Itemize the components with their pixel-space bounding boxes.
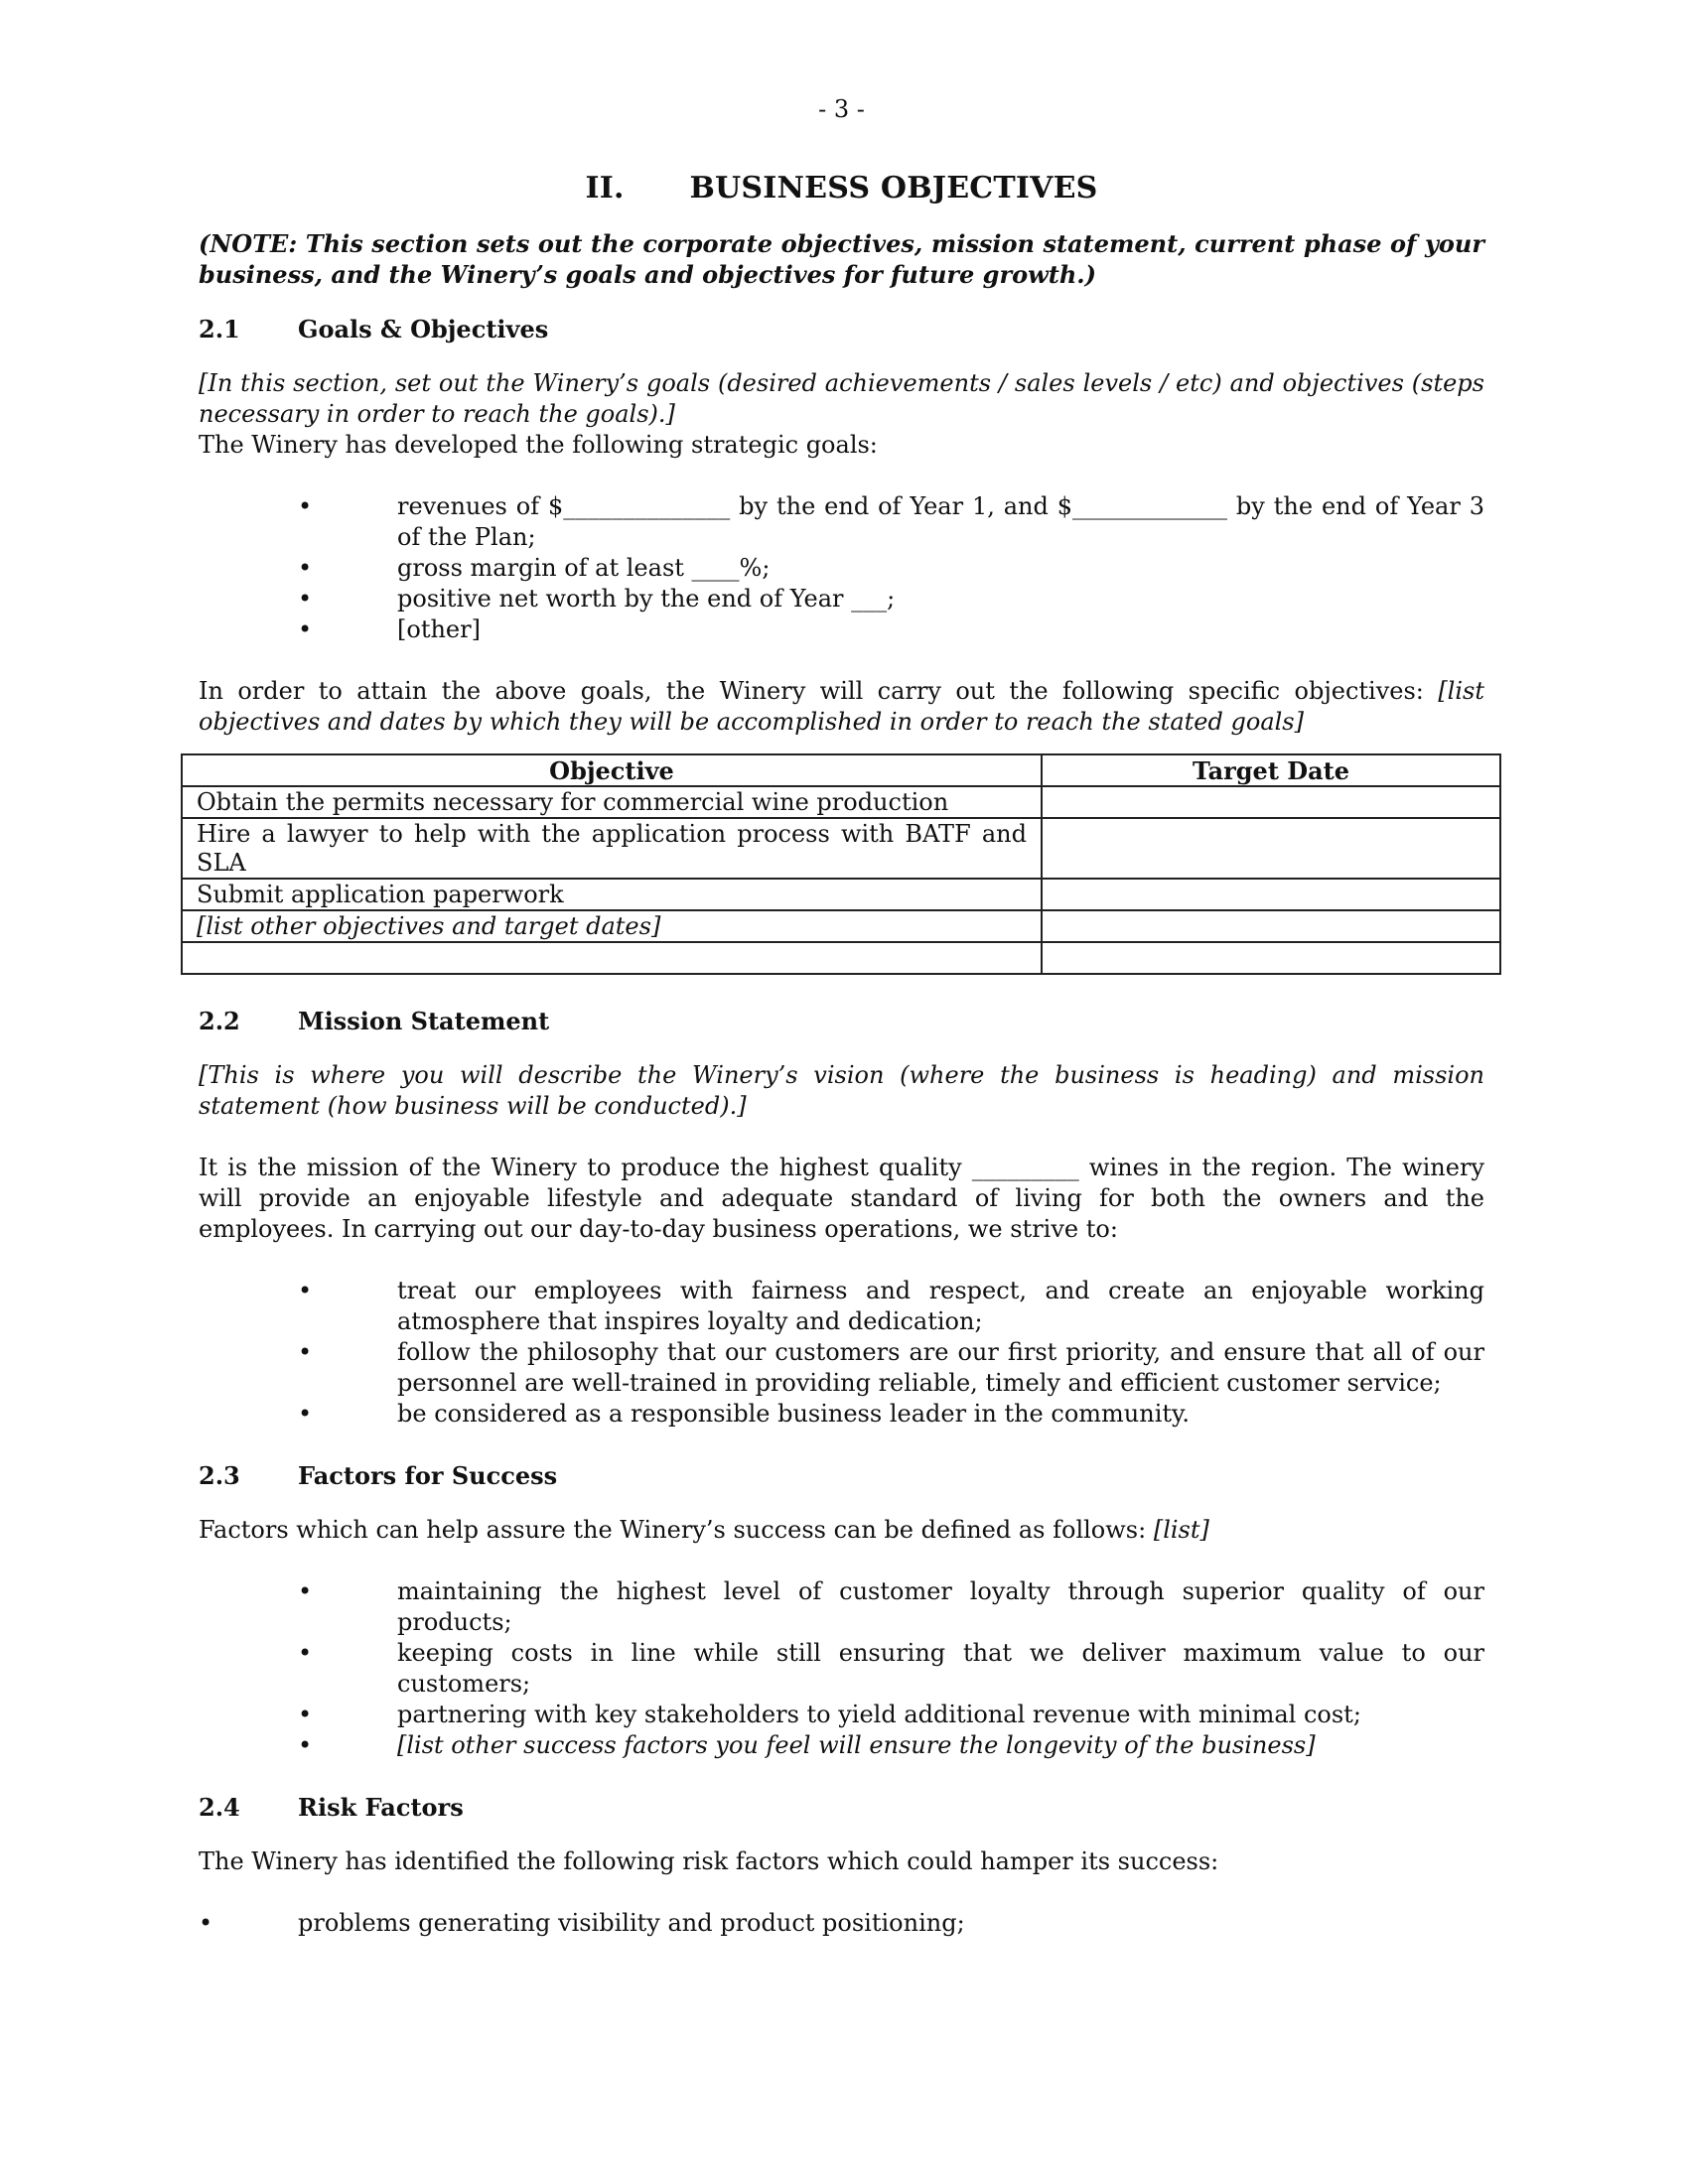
objective-cell: Hire a lawyer to help with the application process with BATF and SLA xyxy=(182,818,1042,879)
table-row xyxy=(182,942,1500,974)
list-item-text: treat our employees with fairness and respect, and create an enjoyable working atmosphere that inspires loyalty and dedication; xyxy=(397,1277,1484,1335)
objective-cell: [list other objectives and target dates] xyxy=(182,910,1042,942)
subsection-heading-success xyxy=(199,1460,1484,1491)
table-row xyxy=(182,910,1500,942)
bullet-icon: • xyxy=(298,1338,313,1366)
list-item-text: positive net worth by the end of Year ___; xyxy=(397,585,896,613)
list-item-text: partnering with key stakeholders to yield additional revenue with minimal cost; xyxy=(397,1701,1361,1728)
bullet-icon: • xyxy=(298,1400,313,1428)
list-item-text: [other] xyxy=(397,615,481,643)
document-page xyxy=(199,94,1484,1939)
success-bullet-list xyxy=(199,1576,1484,1761)
risk-bullet-list xyxy=(199,1908,1484,1939)
bullet-icon: • xyxy=(298,1577,313,1605)
target-date-cell xyxy=(1042,942,1500,974)
target-date-cell xyxy=(1042,818,1500,879)
subsection-number: 2.4 xyxy=(199,1793,240,1822)
list-item xyxy=(199,1399,1484,1430)
objective-cell: Submit application paperwork xyxy=(182,879,1042,910)
column-header-objective: Objective xyxy=(182,754,1042,786)
list-item-text: problems generating visibility and product positioning; xyxy=(298,1909,965,1937)
objectives-intro xyxy=(199,676,1484,738)
subsection-number: 2.3 xyxy=(199,1461,240,1490)
list-item-text: keeping costs in line while still ensuring that we deliver maximum value to our customers; xyxy=(397,1639,1484,1698)
goals-intro: The Winery has developed the following strategic goals: xyxy=(199,431,878,459)
goals-bullet-list xyxy=(199,491,1484,645)
list-item xyxy=(199,1576,1484,1638)
success-intro-instruction: [list] xyxy=(1153,1516,1209,1544)
list-item-text: be considered as a responsible business leader in the community. xyxy=(397,1400,1191,1428)
subsection-title: Factors for Success xyxy=(298,1461,558,1490)
table-header-row xyxy=(182,754,1500,786)
page-number: - 3 - xyxy=(818,95,865,123)
objective-cell xyxy=(182,942,1042,974)
bullet-icon: • xyxy=(298,615,313,643)
objectives-table xyxy=(181,753,1501,975)
bullet-icon: • xyxy=(298,1277,313,1304)
mission-paragraph: It is the mission of the Winery to produce the highest quality _________ wines in the region. The winery will provide an enjoyable lifestyle and adequate standard of living for both the owners and the employees. In carrying out our day-to-day business operations, we strive to: xyxy=(199,1154,1484,1243)
section-note: (NOTE: This section sets out the corporate objectives, mission statement, current phase of your business, and the Winery’s goals and objectives for future growth.) xyxy=(199,229,1484,289)
subsection-heading-risk xyxy=(199,1792,1484,1823)
list-item xyxy=(199,614,1484,645)
table-row xyxy=(182,879,1500,910)
section-number: II. xyxy=(585,171,625,205)
target-date-cell xyxy=(1042,910,1500,942)
subsection-number: 2.1 xyxy=(199,315,240,343)
list-item xyxy=(199,1638,1484,1700)
section-title: BUSINESS OBJECTIVES xyxy=(689,171,1098,205)
list-item xyxy=(199,491,1484,553)
bullet-icon: • xyxy=(298,492,313,520)
target-date-cell xyxy=(1042,879,1500,910)
objectives-intro-instruction: [list objectives and dates by which they will be accomplished in order to reach the stated goals] xyxy=(199,677,1484,736)
list-item-text: [list other success factors you feel will ensure the longevity of the business] xyxy=(397,1731,1316,1759)
bullet-icon: • xyxy=(298,1731,313,1759)
success-intro xyxy=(199,1515,1484,1546)
table-row xyxy=(182,818,1500,879)
mission-bullet-list xyxy=(199,1276,1484,1430)
goals-instruction: [In this section, set out the Winery’s goals (desired achievements / sales levels / etc) and objectives (steps necessary in order to reach the goals).] xyxy=(199,369,1484,428)
subsection-title: Mission Statement xyxy=(298,1007,550,1035)
list-item xyxy=(199,1730,1484,1761)
bullet-icon: • xyxy=(298,554,313,582)
table-row xyxy=(182,786,1500,818)
objectives-intro-text: In order to attain the above goals, the Winery will carry out the following specific objectives: xyxy=(199,677,1439,705)
risk-intro: The Winery has identified the following risk factors which could hamper its success: xyxy=(199,1847,1219,1875)
column-header-target-date: Target Date xyxy=(1042,754,1500,786)
success-intro-text: Factors which can help assure the Winery’s success can be defined as follows: xyxy=(199,1516,1154,1544)
mission-instruction: [This is where you will describe the Winery’s vision (where the business is heading) and mission statement (how business will be conducted).] xyxy=(199,1061,1484,1120)
bullet-icon: • xyxy=(298,1701,313,1728)
section-heading xyxy=(199,171,1484,206)
list-item-text: revenues of $______________ by the end of Year 1, and $_____________ by the end of Year 3 of the Plan; xyxy=(397,492,1484,551)
subsection-title: Risk Factors xyxy=(298,1793,464,1822)
list-item xyxy=(199,1700,1484,1730)
bullet-icon: • xyxy=(298,1639,313,1667)
list-item-text: gross margin of at least ____%; xyxy=(397,554,771,582)
bullet-icon: • xyxy=(199,1909,213,1937)
subsection-title: Goals & Objectives xyxy=(298,315,549,343)
subsection-number: 2.2 xyxy=(199,1007,240,1035)
list-item xyxy=(199,584,1484,614)
target-date-cell xyxy=(1042,786,1500,818)
objective-cell: Obtain the permits necessary for commercial wine production xyxy=(182,786,1042,818)
list-item xyxy=(199,1276,1484,1337)
list-item-text: follow the philosophy that our customers are our first priority, and ensure that all of our personnel are well-trained in providing reliable, timely and efficient customer service; xyxy=(397,1338,1484,1397)
list-item xyxy=(199,1908,1484,1939)
subsection-heading-mission xyxy=(199,1006,1484,1036)
subsection-heading-goals xyxy=(199,314,1484,344)
bullet-icon: • xyxy=(298,585,313,613)
list-item xyxy=(199,1337,1484,1399)
list-item-text: maintaining the highest level of customer loyalty through superior quality of our products; xyxy=(397,1577,1484,1636)
list-item xyxy=(199,553,1484,584)
